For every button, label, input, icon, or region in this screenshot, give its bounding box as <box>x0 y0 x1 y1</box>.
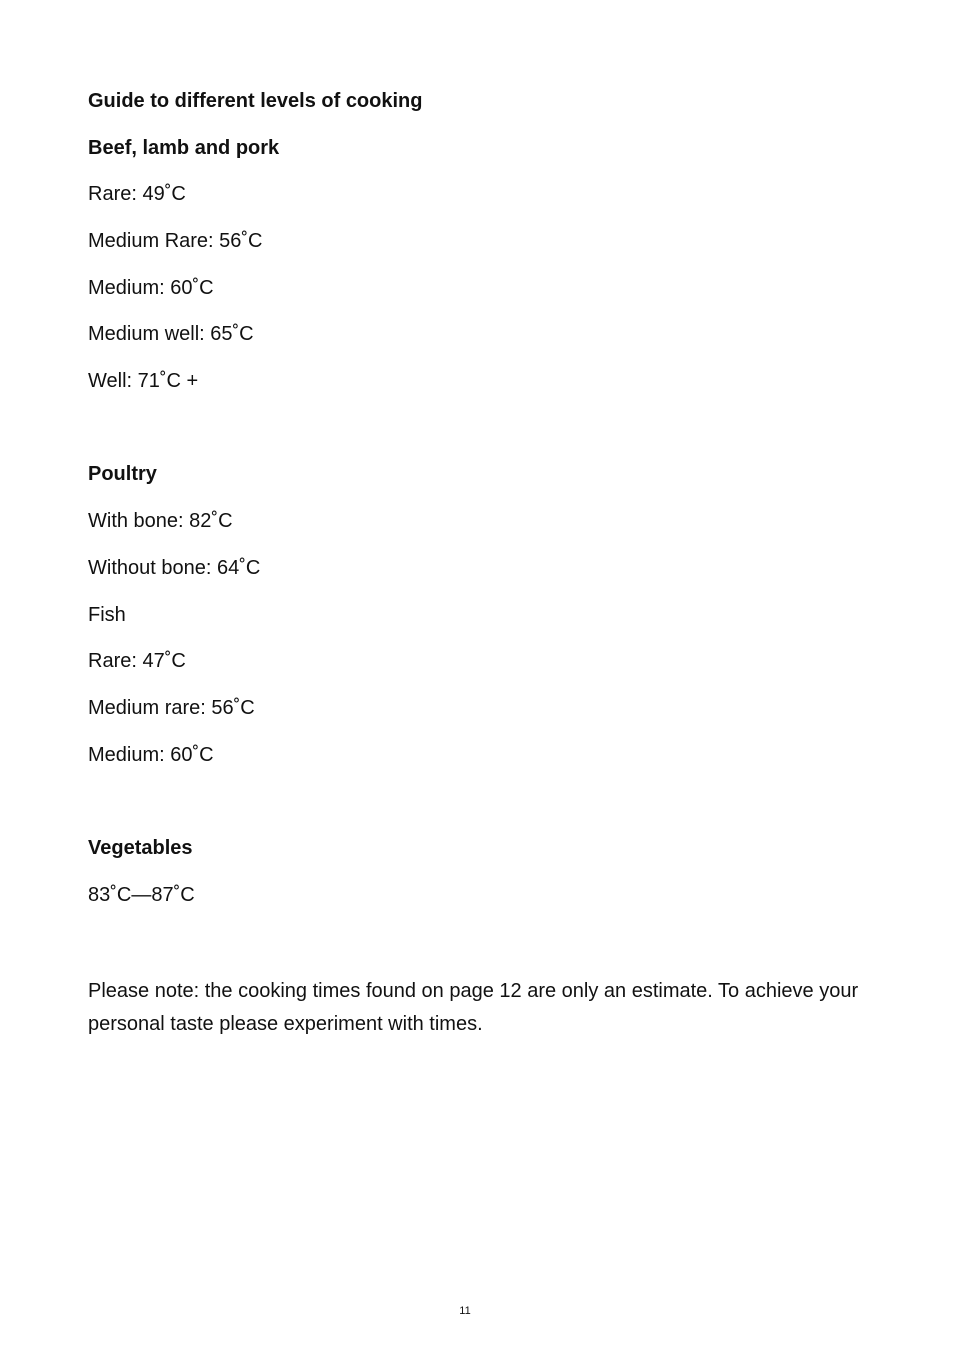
page-number: 11 <box>459 1305 471 1317</box>
beef-item-well: Well: 71˚C + <box>88 370 199 392</box>
page-title: Guide to different levels of cooking <box>88 90 423 112</box>
fish-item-medium: Medium: 60˚C <box>88 744 214 766</box>
section-heading-vegetables: Vegetables <box>88 837 193 859</box>
vegetables-item-range: 83˚C—87˚C <box>88 884 195 906</box>
fish-item-medium-rare: Medium rare: 56˚C <box>88 697 255 719</box>
section-heading-poultry: Poultry <box>88 463 157 485</box>
cooking-times-note: Please note: the cooking times found on page 12 are only an estimate. To achieve your personal taste please experiment with times. <box>88 980 859 1035</box>
beef-item-medium-well: Medium well: 65˚C <box>88 323 254 345</box>
poultry-item-with-bone: With bone: 82˚C <box>88 510 233 532</box>
beef-item-medium: Medium: 60˚C <box>88 277 214 299</box>
fish-item-rare: Rare: 47˚C <box>88 650 186 672</box>
section-heading-fish: Fish <box>88 604 126 626</box>
beef-item-rare: Rare: 49˚C <box>88 183 186 205</box>
beef-item-medium-rare: Medium Rare: 56˚C <box>88 230 263 252</box>
section-heading-beef: Beef, lamb and pork <box>88 137 280 159</box>
poultry-item-without-bone: Without bone: 64˚C <box>88 557 261 579</box>
